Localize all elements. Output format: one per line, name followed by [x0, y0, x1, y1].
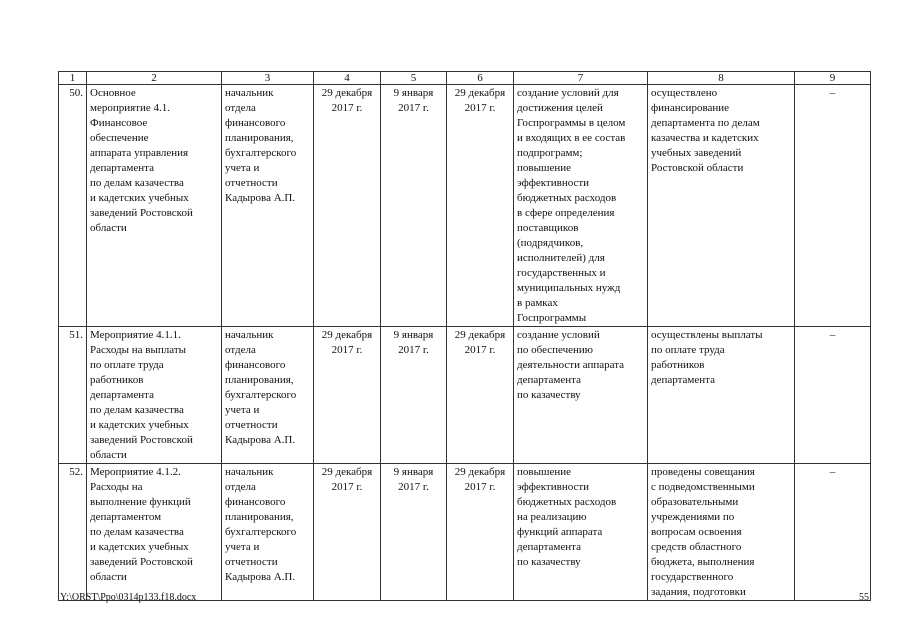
- responsible-person: начальник отдела финансового планирования, бухгалтерского учета и отчетности Кадырова А.П.: [222, 85, 314, 327]
- table-row: [59, 327, 871, 464]
- column-number: 4: [314, 72, 381, 85]
- plan-date: 29 декабря 2017 г.: [447, 464, 514, 601]
- responsible-person: начальник отдела финансового планирования, бухгалтерского учета и отчетности Кадырова А.П.: [222, 464, 314, 601]
- activity-name: Основное мероприятие 4.1. Финансовое обеспечение аппарата управления департамента по делам казачества и кадетских учебных заведений Ростовской области: [87, 85, 222, 327]
- column-number: 3: [222, 72, 314, 85]
- page-number: 55: [859, 592, 869, 603]
- column-number: 1: [59, 72, 87, 85]
- actual-result: осуществлены выплаты по оплате труда работников департамента: [648, 327, 795, 464]
- actual-result: проведены совещания с подведомственными образовательными учреждениями по вопросам освоения средств областного бюджета, выполнения государственного задания, подготовки: [648, 464, 795, 601]
- column-9-value: –: [795, 464, 871, 601]
- plan-date: 29 декабря 2017 г.: [447, 327, 514, 464]
- column-9-value: –: [795, 327, 871, 464]
- actual-result: осуществлено финансирование департамента по делам казачества и кадетских учебных заведений Ростовской области: [648, 85, 795, 327]
- expected-result: создание условий для достижения целей Госпрограммы в целом и входящих в ее состав подпрограмм; повышение эффективности бюджетных расходов в сфере определения поставщиков (подрядчиков, исполнителей) для государственных и муниципальных нужд в рамках Госпрограммы: [514, 85, 648, 327]
- end-date: 9 января 2017 г.: [381, 327, 447, 464]
- end-date: 9 января 2017 г.: [381, 464, 447, 601]
- table-row: [59, 85, 871, 327]
- responsible-person: начальник отдела финансового планирования, бухгалтерского учета и отчетности Кадырова А.П.: [222, 327, 314, 464]
- end-date: 9 января 2017 г.: [381, 85, 447, 327]
- column-number: 2: [87, 72, 222, 85]
- plan-date: 29 декабря 2017 г.: [447, 85, 514, 327]
- column-9-value: –: [795, 85, 871, 327]
- column-number: 7: [514, 72, 648, 85]
- expected-result: повышение эффективности бюджетных расходов на реализацию функций аппарата департамента по казачеству: [514, 464, 648, 601]
- expected-result: создание условий по обеспечению деятельности аппарата департамента по казачеству: [514, 327, 648, 464]
- row-number: 50.: [59, 85, 87, 327]
- start-date: 29 декабря 2017 г.: [314, 464, 381, 601]
- start-date: 29 декабря 2017 г.: [314, 327, 381, 464]
- column-number: 9: [795, 72, 871, 85]
- column-number: 6: [447, 72, 514, 85]
- column-number: 5: [381, 72, 447, 85]
- row-number: 52.: [59, 464, 87, 601]
- footer-file-path: Y:\ORST\Ppo\0314p133.f18.docx: [60, 592, 197, 603]
- results-table: [58, 71, 871, 601]
- row-number: 51.: [59, 327, 87, 464]
- column-number-row: [59, 72, 871, 85]
- start-date: 29 декабря 2017 г.: [314, 85, 381, 327]
- activity-name: Мероприятие 4.1.2. Расходы на выполнение функций департаментом по делам казачества и кадетских учебных заведений Ростовской области: [87, 464, 222, 601]
- activity-name: Мероприятие 4.1.1. Расходы на выплаты по оплате труда работников департамента по делам казачества и кадетских учебных заведений Ростовской области: [87, 327, 222, 464]
- column-number: 8: [648, 72, 795, 85]
- table-row: [59, 464, 871, 601]
